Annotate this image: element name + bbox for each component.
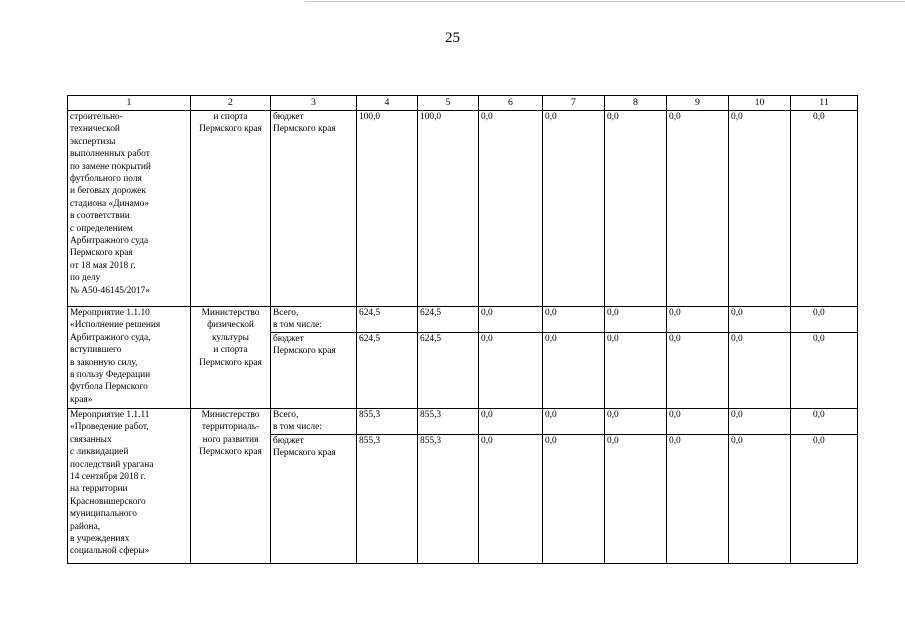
value-cell: 624,5 xyxy=(418,307,479,333)
column-header: 10 xyxy=(729,96,791,111)
value-cell: 0,0 xyxy=(605,409,667,435)
measure-description: Мероприятие 1.1.11 «Проведение работ, связанных с ликвидацией последствий урагана 14 сентября 2018 г. на территории Красновишерского муниципального района, в учреждениях социальной сферы» xyxy=(68,409,191,564)
value-cell: 624,5 xyxy=(357,333,418,409)
value-cell: 0,0 xyxy=(791,307,858,333)
value-cell: 0,0 xyxy=(543,307,605,333)
value-cell: 624,5 xyxy=(357,307,418,333)
value-cell: 0,0 xyxy=(791,435,858,564)
value-cell: 0,0 xyxy=(605,307,667,333)
header-row xyxy=(68,96,858,111)
table-row xyxy=(68,409,858,435)
value-cell: 0,0 xyxy=(543,333,605,409)
value-cell: 0,0 xyxy=(791,333,858,409)
value-cell: 0,0 xyxy=(543,111,605,307)
scan-top-edge-line xyxy=(305,1,905,2)
funding-source-total: Всего, в том числе: xyxy=(271,307,357,333)
column-header: 7 xyxy=(543,96,605,111)
responsible-executor: Министерство территориаль- ного развития Пермского края xyxy=(191,409,271,564)
value-cell: 0,0 xyxy=(791,409,858,435)
budget-table xyxy=(67,95,858,564)
value-cell: 0,0 xyxy=(605,111,667,307)
table-row xyxy=(68,307,858,333)
value-cell: 0,0 xyxy=(729,111,791,307)
value-cell: 0,0 xyxy=(479,333,543,409)
column-header: 5 xyxy=(418,96,479,111)
column-header: 6 xyxy=(479,96,543,111)
value-cell: 0,0 xyxy=(667,333,729,409)
value-cell: 0,0 xyxy=(605,333,667,409)
page-number: 25 xyxy=(445,30,460,46)
value-cell: 0,0 xyxy=(667,307,729,333)
funding-source: бюджет Пермского края xyxy=(271,111,357,307)
column-header: 1 xyxy=(68,96,191,111)
value-cell: 0,0 xyxy=(479,307,543,333)
table-row xyxy=(68,111,858,307)
value-cell: 0,0 xyxy=(479,435,543,564)
value-cell: 0,0 xyxy=(605,435,667,564)
responsible-executor: Министерство физической культуры и спорта Пермского края xyxy=(191,307,271,409)
column-header: 2 xyxy=(191,96,271,111)
funding-source: бюджет Пермского края xyxy=(271,333,357,409)
value-cell: 0,0 xyxy=(729,307,791,333)
value-cell: 0,0 xyxy=(543,409,605,435)
value-cell: 0,0 xyxy=(667,409,729,435)
value-cell: 0,0 xyxy=(729,333,791,409)
column-header: 4 xyxy=(357,96,418,111)
value-cell: 100,0 xyxy=(357,111,418,307)
measure-description: Мероприятие 1.1.10 «Исполнение решения Арбитражного суда, вступившего в законную силу, в пользу Федерации футбола Пермского края» xyxy=(68,307,191,409)
value-cell: 855,3 xyxy=(357,435,418,564)
value-cell: 0,0 xyxy=(729,435,791,564)
measure-description: строительно- технической экспертизы выполненных работ по замене покрытий футбольного поля и беговых дорожек стадиона «Динамо» в соответствии с определением Арбитражного суда Пермского края от 18 мая 2018 г. по делу № А50-46145/2017» xyxy=(68,111,191,307)
responsible-executor: и спорта Пермского края xyxy=(191,111,271,307)
value-cell: 0,0 xyxy=(543,435,605,564)
value-cell: 855,3 xyxy=(357,409,418,435)
funding-source: бюджет Пермского края xyxy=(271,435,357,564)
value-cell: 0,0 xyxy=(479,111,543,307)
value-cell: 0,0 xyxy=(729,409,791,435)
value-cell: 0,0 xyxy=(667,111,729,307)
funding-source-total: Всего, в том числе: xyxy=(271,409,357,435)
column-header: 11 xyxy=(791,96,858,111)
value-cell: 624,5 xyxy=(418,333,479,409)
column-header: 3 xyxy=(271,96,357,111)
value-cell: 0,0 xyxy=(667,435,729,564)
column-header: 9 xyxy=(667,96,729,111)
value-cell: 0,0 xyxy=(479,409,543,435)
column-header: 8 xyxy=(605,96,667,111)
value-cell: 0,0 xyxy=(791,111,858,307)
value-cell: 855,3 xyxy=(418,435,479,564)
value-cell: 855,3 xyxy=(418,409,479,435)
value-cell: 100,0 xyxy=(418,111,479,307)
